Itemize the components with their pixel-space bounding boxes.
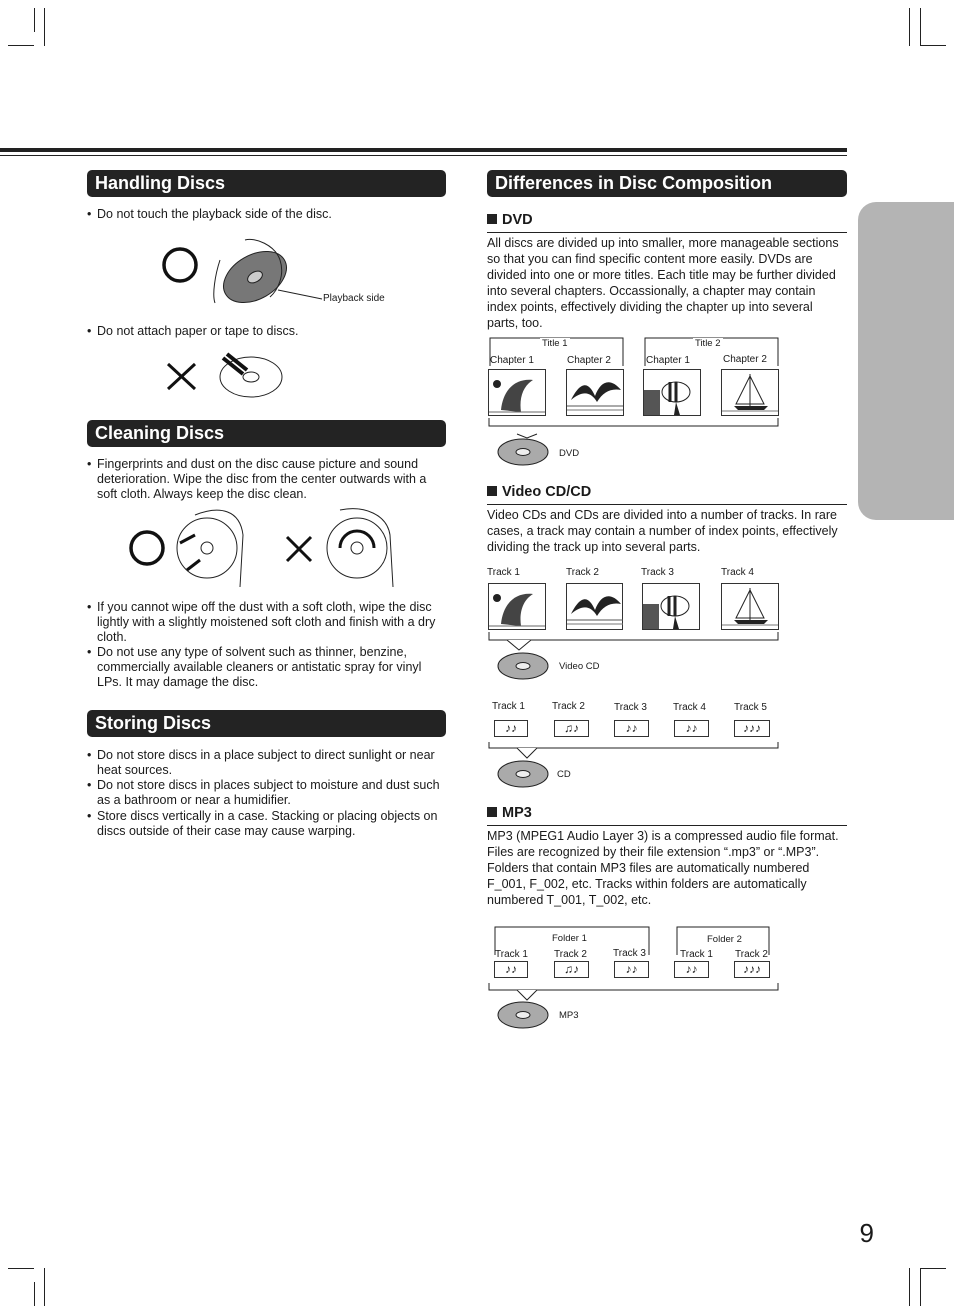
cleaning-bullet-1: • Fingerprints and dust on the disc cause picture and sound deterioration. Wipe the disc from the center outwards with a soft cloth. Always keep the disc clean. — [87, 457, 446, 502]
audio-note-box: ♪♪ — [614, 720, 649, 737]
video-cd-disc-label: Video CD — [559, 661, 600, 672]
dvd-chapter-label: Chapter 1 — [646, 355, 690, 366]
audio-note-box: ♪♪ — [494, 961, 528, 978]
fish-thumbnail — [642, 583, 700, 630]
mp3-track-label: Track 1 — [495, 949, 528, 960]
mp3-folder-2-label: Folder 2 — [707, 934, 742, 945]
mp3-description: MP3 (MPEG1 Audio Layer 3) is a compressed audio file format. Files are recognized by their file extension “.mp3” or “.MP3”. Folders that contain MP3 files are automatically numbered F_001, F_002, etc. Tracks within folders are automatically numbered T_001, T_002, etc. — [487, 829, 839, 907]
audio-note-box: ♪♪ — [614, 961, 649, 978]
dvd-disc-label: DVD — [559, 448, 580, 459]
fish-thumbnail — [643, 369, 701, 416]
square-bullet-icon — [487, 486, 497, 496]
vcd-subheading: Video CD/CD — [487, 484, 847, 505]
crop-mark — [920, 1268, 921, 1306]
mp3-disc-icon — [497, 1001, 552, 1031]
cd-track-label: Track 4 — [673, 702, 706, 713]
crop-mark — [34, 1282, 35, 1306]
dvd-title-2-label: Title 2 — [695, 338, 721, 349]
cd-track-label: Track 2 — [552, 701, 585, 712]
mp3-track-label: Track 2 — [735, 949, 768, 960]
cd-disc-label: CD — [557, 769, 571, 780]
dvd-title-1-label: Title 1 — [542, 338, 568, 349]
header-rule — [0, 148, 847, 152]
audio-note-box: ♪♪ — [674, 961, 709, 978]
crop-mark — [34, 8, 35, 32]
storing-discs-heading: Storing Discs — [87, 710, 446, 737]
vcd-track-label: Track 4 — [721, 567, 754, 578]
mp3-track-label: Track 1 — [680, 949, 713, 960]
mp3-subheading: MP3 — [487, 805, 847, 826]
audio-note-box: ♫♪ — [554, 720, 589, 737]
handling-bullet-1: • Do not touch the playback side of the disc. — [87, 207, 446, 222]
sailboat-thumbnail — [721, 369, 779, 416]
header-rule-thin — [0, 155, 847, 156]
dvd-chapter-label: Chapter 2 — [723, 354, 767, 365]
crop-mark — [920, 1268, 946, 1269]
cd-track-label: Track 1 — [492, 701, 525, 712]
dolphin-thumbnail — [488, 583, 546, 630]
audio-note-box: ♫♪ — [554, 961, 589, 978]
sailboat-thumbnail — [721, 583, 779, 630]
page-number: 9 — [859, 1218, 874, 1248]
seagull-thumbnail — [566, 583, 623, 630]
mp3-track-label: Track 2 — [554, 949, 587, 960]
handling-bullet-2: • Do not attach paper or tape to discs. — [87, 324, 446, 339]
dvd-disc-icon — [497, 438, 552, 468]
cleaning-discs-heading: Cleaning Discs — [87, 420, 446, 447]
mp3-track-label: Track 3 — [613, 948, 646, 959]
handling-illustration-no — [165, 352, 290, 402]
cleaning-illustration — [125, 505, 405, 595]
dvd-subheading: DVD — [487, 212, 847, 233]
vcd-track-label: Track 2 — [566, 567, 599, 578]
storing-bullet-1: • Do not store discs in a place subject to direct sunlight or near heat sources. — [87, 748, 446, 778]
cd-track-label: Track 5 — [734, 702, 767, 713]
cd-disc-icon — [497, 760, 552, 790]
vcd-track-label: Track 1 — [487, 567, 520, 578]
seagull-thumbnail — [566, 369, 624, 416]
cleaning-bullet-2: • If you cannot wipe off the dust with a soft cloth, wipe the disc lightly with a slightly moistened soft cloth and finish with a dry cloth. — [87, 600, 446, 645]
square-bullet-icon — [487, 807, 497, 817]
audio-note-box: ♪♪♪ — [734, 961, 770, 978]
composition-heading: Differences in Disc Composition — [487, 170, 847, 197]
vcd-track-label: Track 3 — [641, 567, 674, 578]
vcd-description: Video CDs and CDs are divided into a number of tracks. In rare cases, a track may contain a number of index points, effectively dividing the track up into several parts. — [487, 508, 838, 554]
dvd-chapter-label: Chapter 2 — [567, 355, 611, 366]
dolphin-thumbnail — [488, 369, 546, 416]
side-tab — [858, 202, 954, 520]
handling-illustration-ok — [160, 235, 330, 310]
audio-note-box: ♪♪ — [494, 720, 528, 737]
crop-mark — [920, 8, 921, 46]
cd-track-label: Track 3 — [614, 702, 647, 713]
cleaning-bullet-3: • Do not use any type of solvent such as thinner, benzine, commercially available cleaners or antistatic spray for vinyl LPs. It may damage the disc. — [87, 645, 446, 690]
video-cd-disc-icon — [497, 652, 552, 682]
storing-bullet-3: • Store discs vertically in a case. Stacking or placing objects on discs outside of their case may cause warping. — [87, 809, 446, 839]
handling-discs-heading: Handling Discs — [87, 170, 446, 197]
audio-note-box: ♪♪ — [674, 720, 709, 737]
storing-bullet-2: • Do not store discs in places subject to moisture and dust such as a bathroom or near a humidifier. — [87, 778, 446, 808]
mp3-folder-1-label: Folder 1 — [552, 933, 587, 944]
playback-side-label: Playback side — [323, 293, 385, 304]
crop-mark — [44, 8, 45, 46]
mp3-disc-label: MP3 — [559, 1010, 579, 1021]
crop-mark — [8, 45, 34, 46]
crop-mark — [909, 1268, 910, 1306]
dvd-chapter-label: Chapter 1 — [490, 355, 534, 366]
crop-mark — [920, 45, 946, 46]
crop-mark — [8, 1268, 34, 1269]
crop-mark — [909, 8, 910, 46]
audio-note-box: ♪♪♪ — [734, 720, 770, 737]
crop-mark — [44, 1268, 45, 1306]
dvd-description: All discs are divided up into smaller, more manageable sections so that you can find specific content more easily. DVDs are divided into one or more titles. Each title may be further divided into several chapters. Occassionally, a chapter may contain index points, effectively dividing the chapter up into several parts, too. — [487, 236, 839, 330]
square-bullet-icon — [487, 214, 497, 224]
